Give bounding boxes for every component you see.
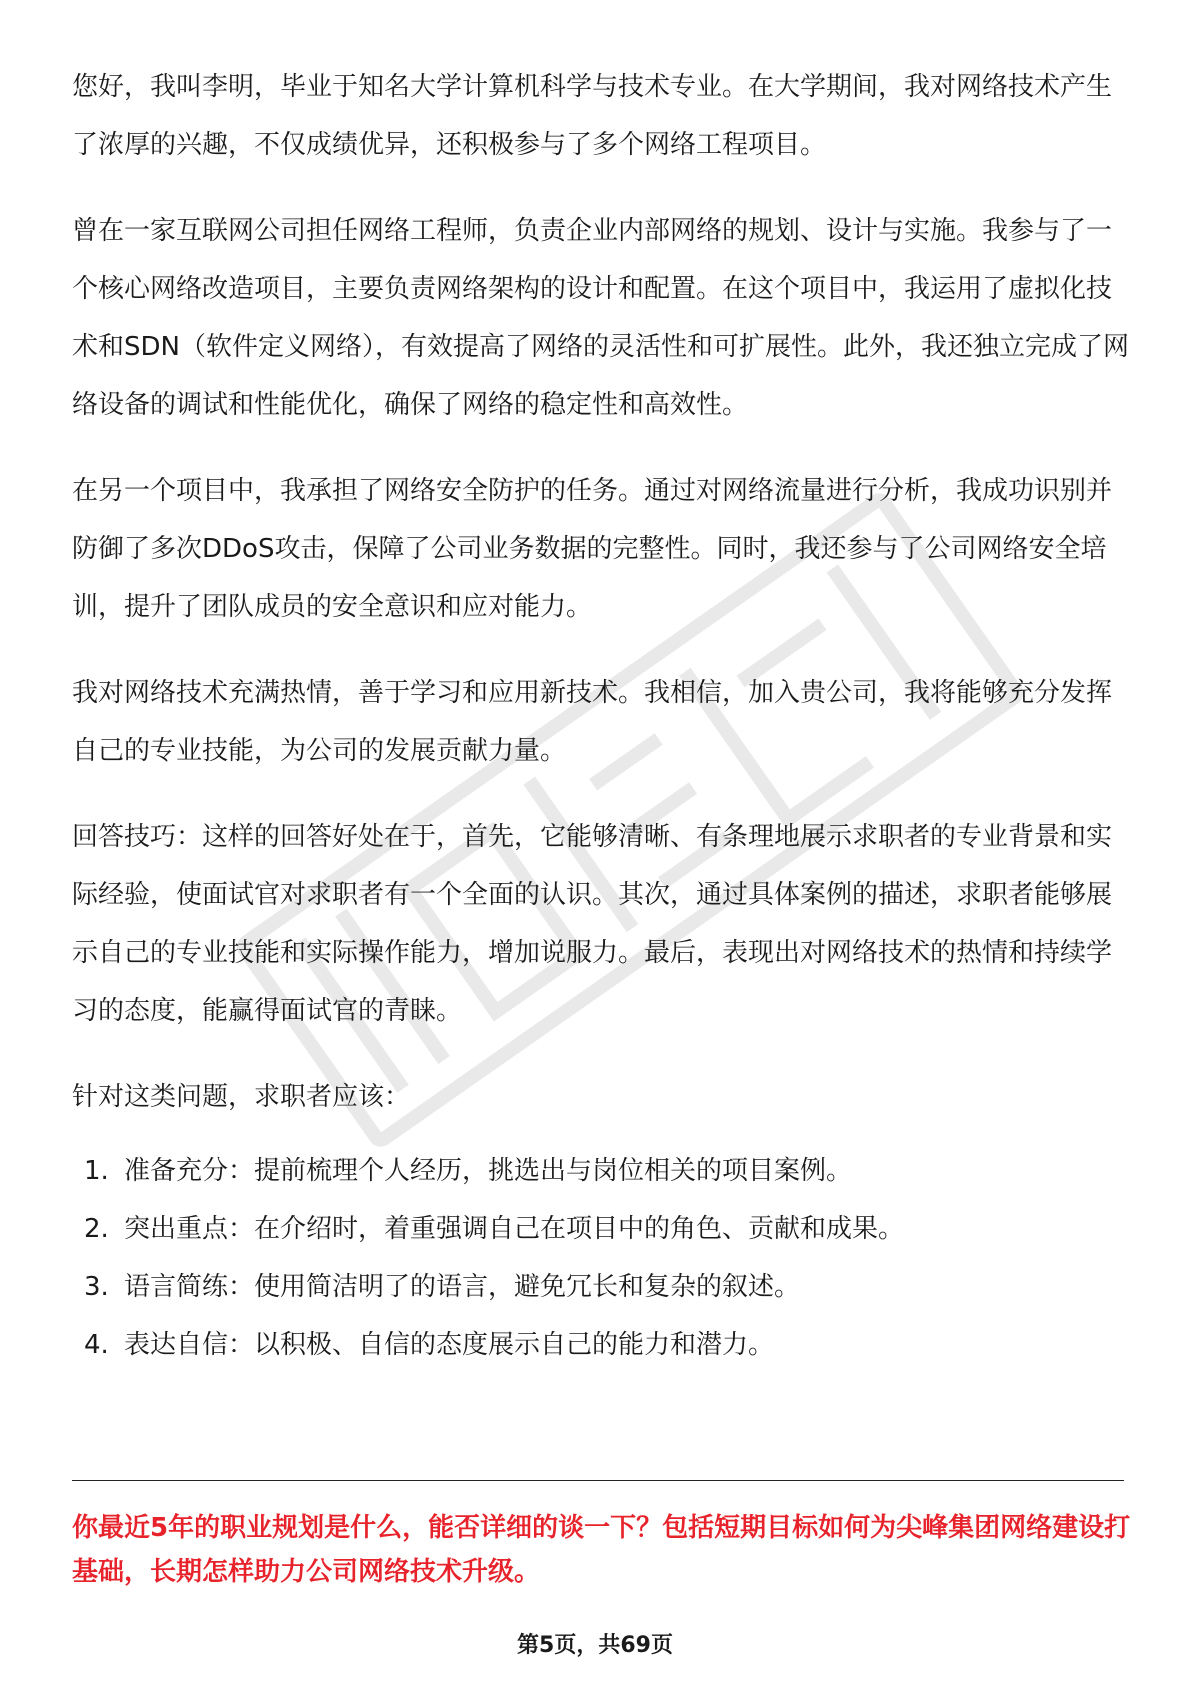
paragraph-answer-tips: 回答技巧：这样的回答好处在于，首先，它能够清晰、有条理地展示求职者的专业背景和实际经验，使面试官对求职者有一个全面的认识。其次，通过具体案例的描述，求职者能够展示自己的专业技能和实际操作能力，增加说服力。最后，表现出对网络技术的热情和持续学习的态度，能赢得面试官的青睐。 [72,822,1113,1026]
next-question-heading: 你最近5年的职业规划是什么，能否详细的谈一下？包括短期目标如何为尖峰集团网络建设打基础，长期怎样助力公司网络技术升级。 [72,1513,1131,1587]
paragraph-passion: 我对网络技术充满热情，善于学习和应用新技术。我相信，加入贵公司，我将能够充分发挥自己的专业技能，为公司的发展贡献力量。 [72,678,1113,766]
list-item: 3. 语言简练：使用简洁明了的语言，避免冗长和复杂的叙述。 [84,1272,801,1302]
list-item: 4. 表达自信：以积极、自信的态度展示自己的能力和潜力。 [84,1330,775,1360]
tips-list [72,1142,1132,1374]
main-content [72,58,1132,1374]
page-number-footer: 第5页，共69页 [517,1633,673,1658]
paragraph-intro: 您好，我叫李明，毕业于知名大学计算机科学与技术专业。在大学期间，我对网络技术产生了浓厚的兴趣，不仅成绩优异，还积极参与了多个网络工程项目。 [72,72,1113,160]
section-divider [72,1480,1124,1481]
list-item: 1. 准备充分：提前梳理个人经历，挑选出与岗位相关的项目案例。 [84,1156,853,1186]
list-item: 2. 突出重点：在介绍时，着重强调自己在项目中的角色、贡献和成果。 [84,1214,905,1244]
paragraph-security-project: 在另一个项目中，我承担了网络安全防护的任务。通过对网络流量进行分析，我成功识别并防御了多次DDoS攻击，保障了公司业务数据的完整性。同时，我还参与了公司网络安全培训，提升了团队成员的安全意识和应对能力。 [72,476,1113,622]
paragraph-advice-heading: 针对这类问题，求职者应该： [72,1082,411,1112]
paragraph-experience: 曾在一家互联网公司担任网络工程师，负责企业内部网络的规划、设计与实施。我参与了一个核心网络改造项目，主要负责网络架构的设计和配置。在这个项目中，我运用了虚拟化技术和SDN（软件定义网络），有效提高了网络的灵活性和可扩展性。此外，我还独立完成了网络设备的调试和性能优化，确保了网络的稳定性和高效性。 [72,216,1129,420]
